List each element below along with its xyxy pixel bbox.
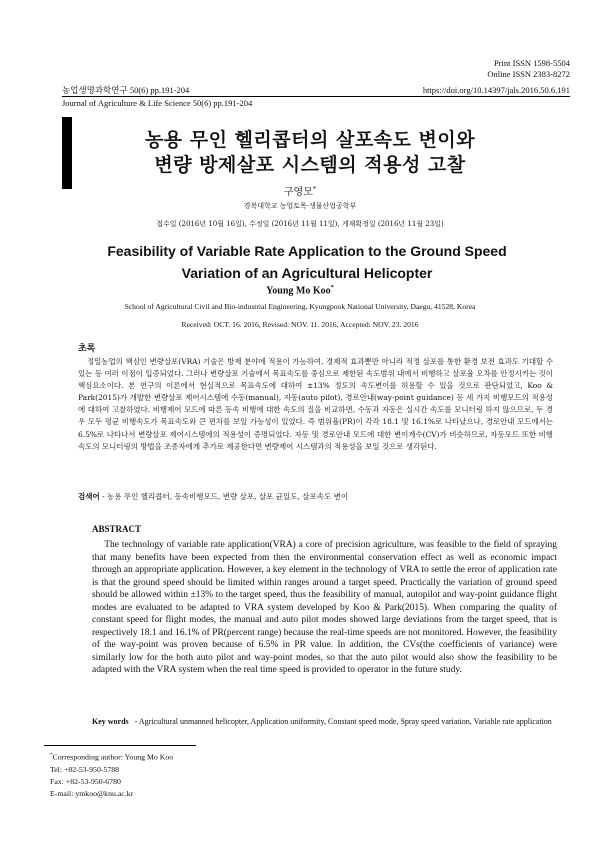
english-keywords-label: Key words [92,717,129,726]
footnote [50,749,173,801]
doi-link[interactable]: https://doi.org/10.14397/jals.2016.50.6.191 [422,85,570,95]
dates-korean: 접수일 (2016년 10월 16일), 수정일 (2016년 11월 11일), 게재확정일 (2016년 11월 23일) [156,220,444,228]
dates-english: Received: OCT. 16. 2016, Revised: NOV. 11. 2016, Accepted: NOV. 23. 2016 [181,320,419,329]
author-korean-block [0,183,600,198]
korean-title [80,128,540,178]
footnote-rule [44,745,196,746]
korean-title-line2: 변량 방제살포 시스템의 적용성 고찰 [154,154,466,176]
issn-block [487,58,570,80]
author-mark: * [312,184,317,193]
english-title [62,240,552,284]
author-korean: 구영모 [283,187,313,198]
journal-header [62,85,570,109]
english-title-line2: Variation of an Agricultural Helicopter [181,265,433,281]
header-rule [62,96,570,97]
english-abstract-body: The technology of variable rate application(VRA) a core of precision agriculture, was feasible to the field of spraying that many benefits have been expected from then the environmental conservation effect as well as economic impact through an appropriate application. However, a key element in the technology of VRA to settle the error of application rate is that the ground speed should be limited within ranges around a target speed. Practically the variation of ground speed should be allowed within ±13% to the target speed, thus the feasibility of manual, autopilot and way-point guidance flight modes are evaluated to be adapted to VRA system developed by Koo & Park(2015). When comparing the quality of constant speed for flight modes, the manual and auto pilot modes showed large deviations from the target speed, that is respectively 18.1 and 16.1% of PR(percent range) because the real-time speeds are not monitored. However, the feasibility of the way-point was proven because of 6.5% in PR value. In addition, the CVs(the coefficients of variance) were similarly low for the both auto pilot and way-point modes, so that the auto pilot would also show the feasibility to be adapted with the VRA system when the real time speed is provided to operator in the future study. [92,540,557,676]
online-issn: Online ISSN 2383-8272 [487,69,570,79]
print-issn: Print ISSN 1598-5504 [493,58,570,68]
author-english-mark: * [330,284,334,291]
affiliation-korean: 경북대학교 농업토목·생물산업공학부 [243,202,357,210]
english-abstract-heading: ABSTRACT [92,524,142,534]
author-english-block [0,284,600,296]
english-title-line1: Feasibility of Variable Rate Application to the Ground Speed [107,243,507,259]
footnote-email[interactable]: E-mail: ymkoo@knu.ac.kr [50,789,134,799]
author-english: Young Mo Koo [266,285,331,297]
corresponding-author: Corresponding author: Young Mo Koo [52,752,174,762]
journal-english: Journal of Agriculture & Life Science 50(6) pp.191-204 [62,98,253,108]
english-keywords-text: - Agricultural unmanned helicopter, Application uniformity, Constant speed mode, Spray speed variation, Variable rate application [134,717,552,726]
korean-keywords [78,491,558,502]
korean-title-line1: 농용 무인 헬리콥터의 살포속도 변이와 [144,129,476,151]
journal-korean: 농업생명과학연구 50(6) pp.191-204 [62,85,190,95]
korean-keywords-label: 검색어 [78,492,100,501]
korean-abstract-body: 정밀농업의 핵심인 변량살포(VRA) 기술은 방제 분야에 적용이 가능하여, 경제적 효과뿐만 아니라 적정 살포를 통한 환경 보전 효과도 기대할 수 있는 등 여러 이점이 입증되었다. 그러나 변량살포 기술에서 목표속도를 중심으로 제한된 속도범위 내에서 비행하고 살포율 오차를 안정시키는 것이 핵심요소이다. 본 연구의 이론에서 현실적으로 목표속도에 대하여 ±13% 정도의 속도변이를 허용할 수 있을 것으로 판단되었고, Koo & Park(2015)가 개발한 변량살포 제어시스템에 수동(manual), 자동(auto pilot), 경로안내(way-point guidance) 등 세 가지 비행모드의 적용성에 대하여 고찰하였다. 비행제어 모드에 따른 등속 비행에 대한 속도의 질을 비교하면, 수동과 자동은 실시간 속도를 모니터링 하지 않으므로, 두 경우 모두 평균 비행속도가 목표속도와 큰 편차를 보일 가능성이 있었다. 즉 범위율(PR)이 각각 18.1 및 16.1%로 나타났으나, 경로안내 모드에서는 6.5%로 나타나서 변량살포 제어시스템에의 적용성이 증명되었다. 자동 및 경로안내 모드에 대한 변이계수(CV)가 비슷하므로, 자동모드 또한 비행속도의 모니터링의 방법을 조종자에게 추가로 제공한다면 변량제어 시스템과의 적용성을 보일 것으로 생각된다. [78,357,553,451]
footnote-tel: Tel: +82-53-950-5788 [50,764,120,774]
korean-abstract-heading: 초록 [78,344,96,354]
affiliation-english: School of Agricultural Civil and Bio-industrial Engineering, Kyungpook National University, Daegu, 41528, Korea [124,302,476,311]
english-keywords [92,716,560,728]
footnote-mark: * [50,752,53,758]
korean-keywords-text: - 농용 무인 헬리콥터, 등속비행모드, 변량 살포, 살포 균일도, 살포속도 변이 [102,492,349,501]
title-sidebar-bar [62,117,72,189]
footnote-fax: Fax: +82-53-950-6780 [50,777,121,787]
